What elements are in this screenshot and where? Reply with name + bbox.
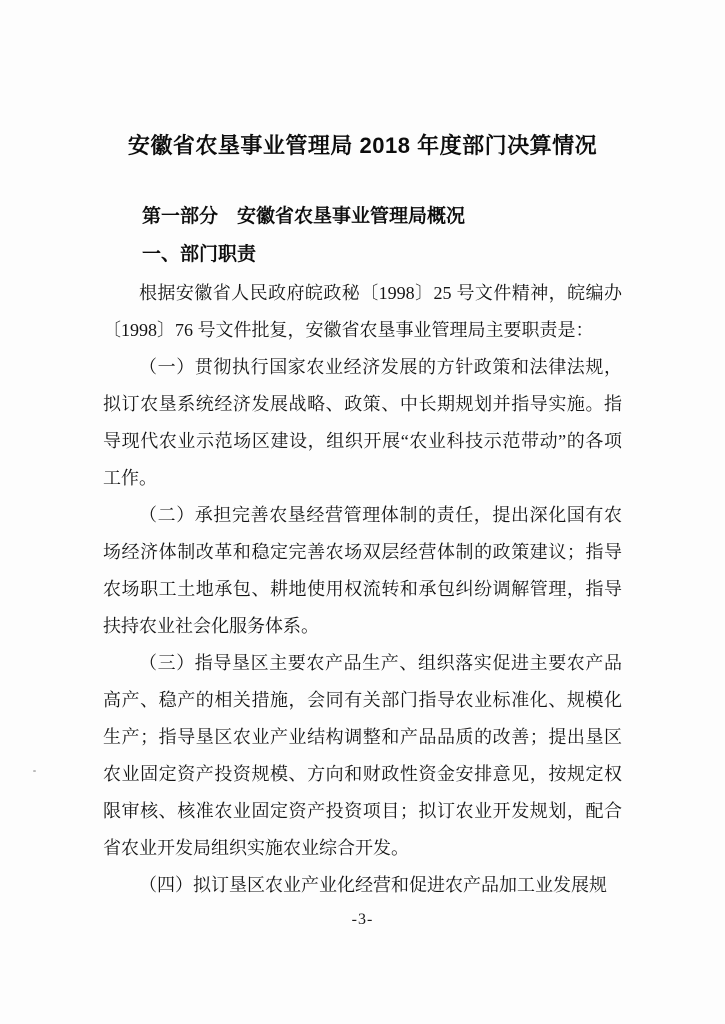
body-paragraph: （三）指导垦区主要农产品生产、组织落实促进主要农产品高产、稳产的相关措施，会同有关部门指导农业标准化、规模化生产；指导垦区农业产业结构调整和产品品质的改善；提出垦区农业固定资产投资规模、方向和财政性资金安排意见，按规定权限审核、核准农业固定资产投资项目；拟订农业开发规划，配合省农业开发局组织实施农业综合开发。 bbox=[103, 653, 622, 858]
document-body bbox=[103, 275, 622, 904]
scan-artifact-dot bbox=[33, 770, 36, 772]
subsection-heading: 一、部门职责 bbox=[142, 244, 257, 265]
body-paragraph: （二）承担完善农垦经营管理体制的责任，提出深化国有农场经济体制改革和稳定完善农场双层经营体制的政策建议；指导农场职工土地承包、耕地使用权流转和承包纠纷调解管理，指导扶持农业社会化服务体系。 bbox=[103, 505, 622, 636]
body-paragraph: 根据安徽省人民政府皖政秘〔1998〕25 号文件精神，皖编办〔1998〕76 号文件批复，安徽省农垦事业管理局主要职责是： bbox=[103, 283, 622, 340]
body-paragraph: （四）拟订垦区农业产业化经营和促进农产品加工业发展规 bbox=[139, 875, 607, 895]
page-title: 安徽省农垦事业管理局 2018 年度部门决算情况 bbox=[127, 133, 598, 158]
section-heading: 第一部分 安徽省农垦事业管理局概况 bbox=[142, 206, 466, 227]
page-number: -3- bbox=[351, 911, 374, 928]
body-paragraph: （一）贯彻执行国家农业经济发展的方针政策和法律法规，拟订农垦系统经济发展战略、政策、中长期规划并指导实施。指导现代农业示范场区建设，组织开展“农业科技示范带动”的各项工作。 bbox=[103, 357, 622, 488]
